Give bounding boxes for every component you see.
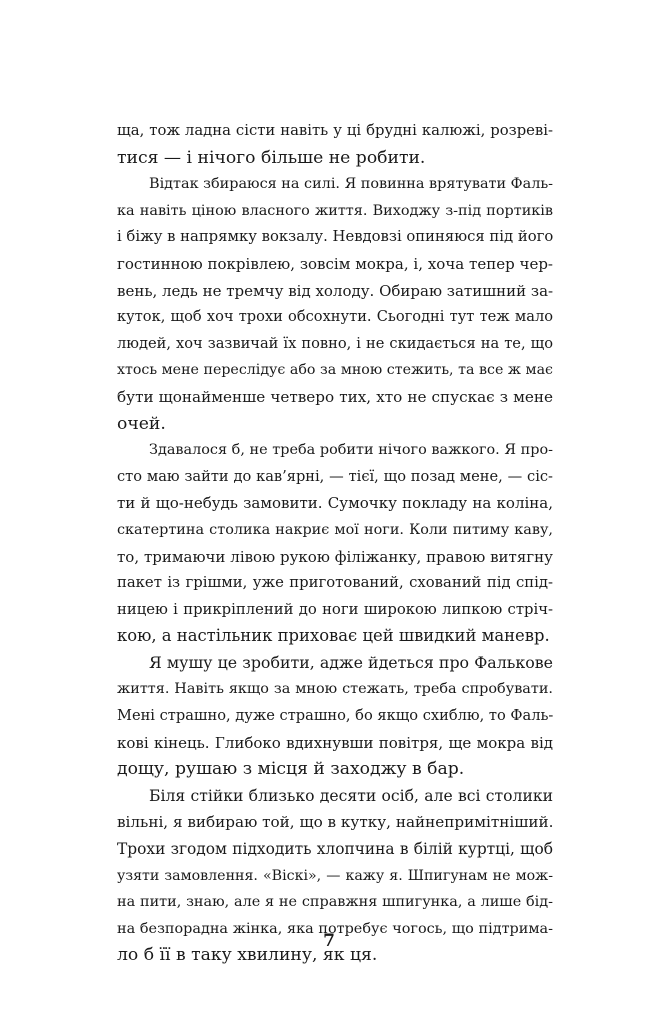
body-text: [117, 118, 553, 969]
text-line: Трохи згодом підходить хлопчина в білій куртці, щоб: [117, 840, 553, 859]
text-line: кові кінець. Глибоко вдихнувши повітря, ще мокра від: [117, 733, 553, 752]
text-line: ща, тож ладна сісти навіть у ці брудні калюжі, розреві-: [117, 122, 553, 139]
text-line: хтось мене переслідує або за мною стежить, та все ж має: [117, 362, 553, 379]
text-line: дощу, рушаю з місця й заходжу в бар.: [117, 759, 465, 780]
text-line: очей.: [117, 413, 166, 434]
text-line: на безпорадна жінка, яка потребує чогось, що підтрима-: [117, 920, 553, 937]
text-line: Біля стійки близько десяти осіб, але всі столики: [149, 786, 553, 805]
text-line: Здавалося б, не треба робити нічого важкого. Я про-: [149, 442, 553, 459]
text-line: Мені страшно, дуже страшно, бо якщо схиблю, то Фаль-: [117, 707, 554, 725]
text-line: ти й що-небудь замовити. Сумочку покладу на коліна,: [117, 494, 553, 513]
text-line: тися — і нічого більше не робити.: [117, 147, 426, 168]
text-line: сто маю зайти до кав’ярні, — тієї, що позад мене, — сіс-: [117, 467, 553, 485]
text-line: вільні, я вибираю той, що в кутку, найнепримітніший.: [117, 813, 554, 832]
text-line: кою, а настільник приховає цей швидкий маневр.: [117, 626, 550, 646]
text-line: бути щонайменше четверо тих, хто не спускає з мене: [117, 387, 553, 406]
text-line: вень, ледь не тремчу від холоду. Обираю затишний за-: [117, 281, 554, 300]
text-line: Відтак збираюся на силі. Я повинна врятувати Фаль-: [149, 176, 554, 193]
text-line: і біжу в напрямку вокзалу. Невдовзі опиняюся під його: [117, 228, 554, 246]
text-line: Я мушу це зробити, адже йдеться про Фалькове: [149, 652, 553, 672]
text-line: на пити, знаю, але я не справжня шпигунка, а лише бід-: [117, 894, 553, 911]
text-line: ло б її в таку хвилину, як ця.: [117, 945, 378, 966]
text-line: ницею і прикріплений до ноги широкою липкою стріч-: [117, 600, 553, 618]
text-line: куток, щоб хоч трохи обсохнути. Сьогодні тут теж мало: [117, 308, 553, 326]
text-line: людей, хоч зазвичай їх повно, і не скидається на те, що: [117, 334, 553, 352]
page-number: 7: [323, 931, 335, 951]
text-line: скатертина столика накриє мої ноги. Коли питиму каву,: [117, 521, 553, 538]
text-line: узяти замовлення. «Віскі», — кажу я. Шпигунам не мож-: [117, 867, 553, 884]
text-line: ка навіть ціною власного життя. Виходжу з-під портиків: [117, 202, 553, 219]
text-line: гостинною покрівлею, зовсім мокра, і, хоча тепер чер-: [117, 254, 553, 273]
text-line: пакет із грішми, уже приготований, схований під спід-: [117, 574, 553, 592]
text-line: життя. Навіть якщо за мною стежать, треба спробувати.: [117, 681, 553, 698]
text-line: то, тримаючи лівою рукою філіжанку, правою витягну: [117, 547, 553, 566]
